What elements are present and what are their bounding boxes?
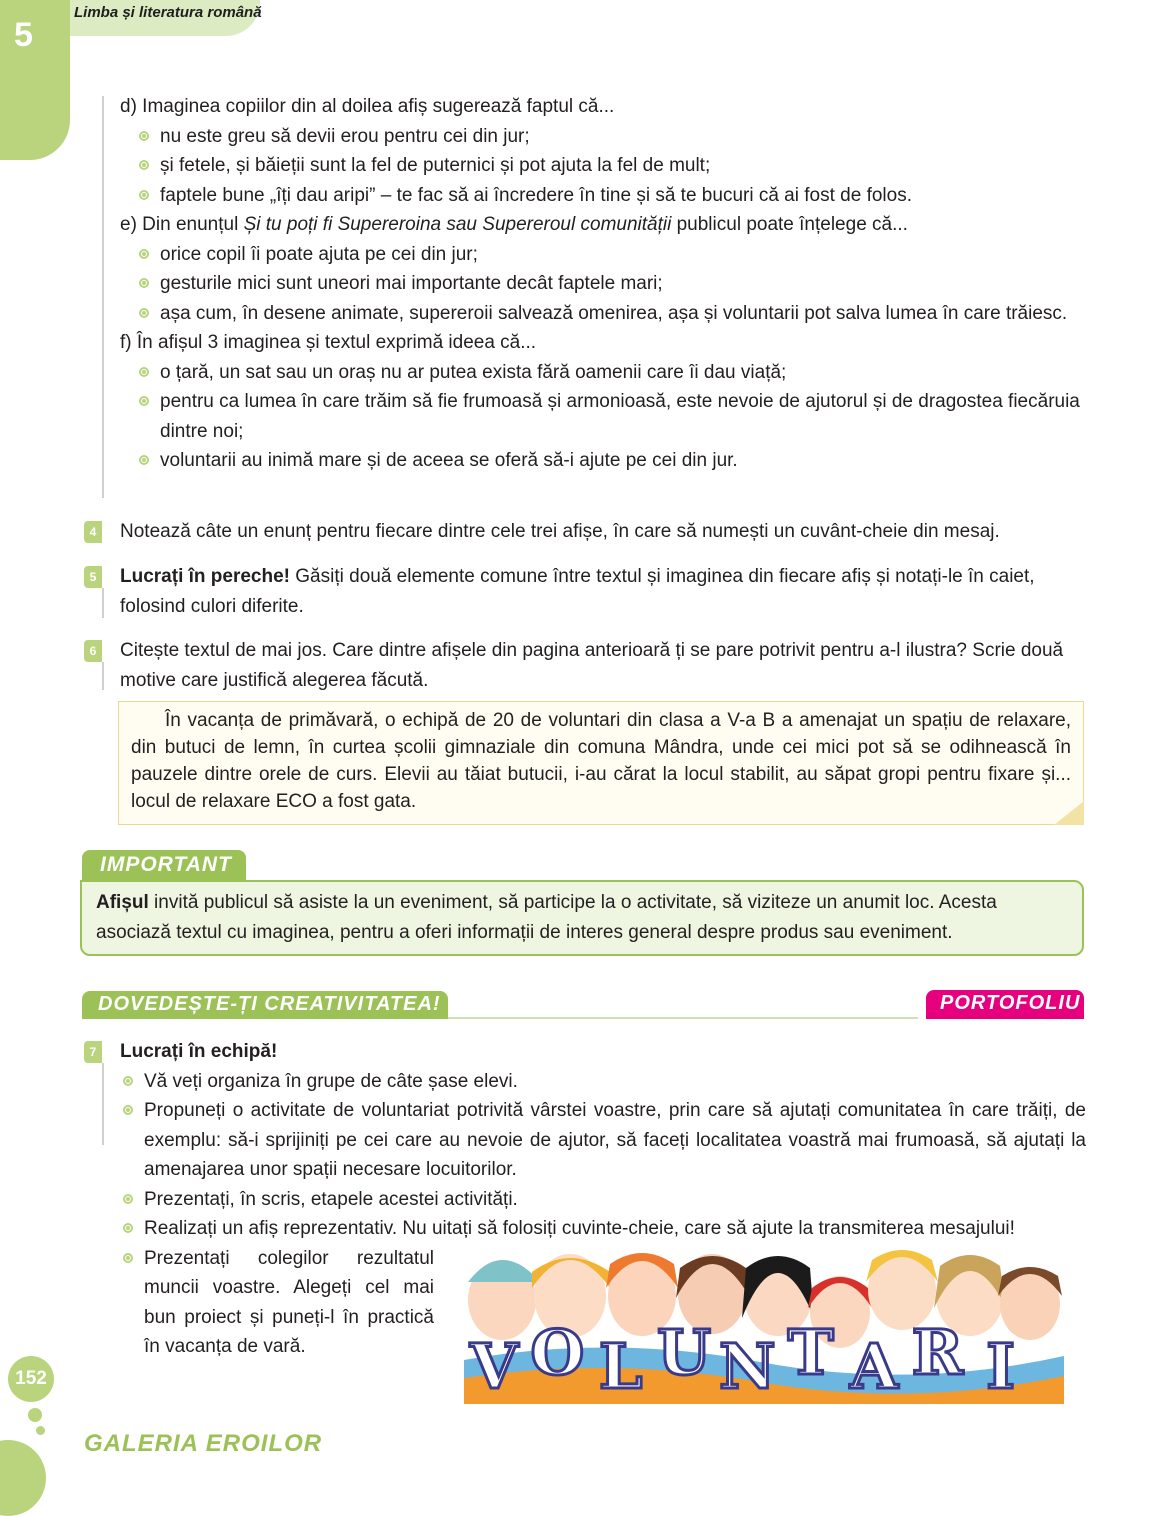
prompt-3e-start: e) Din enunțul <box>120 214 244 235</box>
reading-text: În vacanța de primăvară, o echipă de 20 de voluntari din clasa a V-a B a amenajat un spațiu de relaxare, din butuci de lemn, în curtea școlii gimnaziale din comuna Mândra, unde cei mici pot să se odihnească în pauzele dintre orele de curs. Elevii au tăiat butucii, i-au cărat la locul stabilit, au săpat gropi pentru fixare și... locul de relaxare ECO a fost gata. <box>131 710 1071 812</box>
portfolio-label: PORTOFOLIU <box>940 992 1081 1014</box>
option-3d-1: nu este greu să devii erou pentru cei din jur; <box>136 122 1086 152</box>
voluntari-letter: U <box>656 1316 712 1389</box>
voluntari-letter: O <box>530 1316 585 1389</box>
option-3f-1: o țară, un sat sau un oraș nu ar putea exista fără oamenii care îi dau viață; <box>136 358 1086 388</box>
question-6-rule <box>102 662 104 690</box>
task-7-3: Prezentați, în scris, etapele acestei activități. <box>120 1185 1086 1215</box>
question-3e-prompt <box>120 210 1086 240</box>
section-divider <box>448 1017 918 1019</box>
question-4-number: 4 <box>84 521 102 543</box>
section-title: GALERIA EROILOR <box>84 1430 323 1457</box>
voluntari-letter: N <box>718 1330 776 1403</box>
prompt-3e-quote: Și tu poți fi Supereroina sau Supereroul comunității <box>243 214 672 235</box>
volunteers-illustration <box>460 1238 1064 1404</box>
reading-text-box <box>118 701 1084 825</box>
question-6-text: Citește textul de mai jos. Care dintre afișele din pagina anterioară ți se pare potrivit pentru a-l ilustra? Scrie două motive care justifică alegerea făcută. <box>120 640 1064 691</box>
prompt-3e-end: publicul poate înțelege că... <box>671 214 908 235</box>
page-number: 152 <box>15 1368 47 1389</box>
question-5-bold: Lucrați în pereche! <box>120 566 290 587</box>
question-5-text <box>120 562 1090 621</box>
question-7-title: Lucrați în echipă! <box>120 1041 278 1062</box>
question-7-rule <box>102 1063 104 1145</box>
important-label: IMPORTANT <box>100 853 232 876</box>
task-7-2: Propuneți o activitate de voluntariat potrivită vârstei voastre, prin care să ajutați comunitatea în care trăiți, de exemplu: să-i sprijiniți pe cei care au nevoie de ajutor, să faceți localitatea voastră mai frumoasă, să ajutați la amenajarea unor spații necesare locuitorilor. <box>120 1096 1086 1185</box>
question-3d-prompt: d) Imaginea copiilor din al doilea afiș sugerează faptul că... <box>120 96 615 117</box>
important-text: invită publicul să asiste la un eveniment, să participe la o activitate, să viziteze un anumit loc. Acesta asociază textul cu imaginea, pentru a oferi informații de interes general despre produs sau eveniment. <box>96 892 997 943</box>
footer-corner <box>0 1440 46 1516</box>
voluntari-letter: L <box>598 1330 643 1403</box>
task-7-4: Realizați un afiș reprezentativ. Nu uitați să folosiți cuvinte-cheie, care să ajute la transmiterea mesajului! <box>120 1214 1086 1244</box>
chapter-tab <box>0 0 70 160</box>
voluntari-letter: A <box>849 1330 899 1403</box>
question-4-text: Notează câte un enunț pentru fiecare dintre cele trei afișe, în care să numești un cuvânt-cheie din mesaj. <box>120 521 1000 542</box>
question-6-number: 6 <box>84 640 102 662</box>
question-3f-prompt: f) În afișul 3 imaginea și textul exprimă ideea că... <box>120 332 537 353</box>
question-3-block <box>120 92 1086 476</box>
decor-dot <box>36 1426 45 1435</box>
option-3e-1: orice copil îi poate ajuta pe cei din jur; <box>136 240 1086 270</box>
decor-dot <box>28 1408 42 1422</box>
voluntari-letter: I <box>986 1330 1016 1403</box>
question-5-body: Găsiți două elemente comune între textul și imaginea din fiecare afiș și notați-le în caiet, folosind culori diferite. <box>120 566 1035 617</box>
question-7-number: 7 <box>84 1041 102 1063</box>
option-3e-3: așa cum, în desene animate, supereroii salvează omenirea, așa și voluntarii pot salva lumea în care trăiesc. <box>136 299 1086 329</box>
question-5-rule <box>102 588 104 618</box>
task-7-5: Prezentați colegilor rezultatul muncii voastre. Alegeți cel mai bun proiect și puneți-l în practică în vacanța de vară. <box>120 1244 434 1362</box>
chapter-number: 5 <box>14 16 33 54</box>
question-5-number: 5 <box>84 566 102 588</box>
voluntari-letter: T <box>787 1316 834 1389</box>
voluntari-letter: R <box>911 1316 964 1389</box>
creativity-label: DOVEDEȘTE-ȚI CREATIVITATEA! <box>98 993 441 1015</box>
option-3d-3: faptele bune „îți dau aripi” – te fac să ai încredere în tine și să te bucuri că ai fost de folos. <box>136 181 1086 211</box>
important-box <box>80 880 1084 956</box>
subject-title: Limba și literatura română <box>74 4 262 21</box>
important-bold: Afișul <box>96 892 149 913</box>
option-3f-2: pentru ca lumea în care trăim să fie frumoasă și armonioasă, este nevoie de ajutorul și de dragostea fiecăruia dintre noi; <box>136 387 1086 446</box>
option-3e-2: gesturile mici sunt uneori mai importante decât faptele mari; <box>136 269 1086 299</box>
voluntari-letter: V <box>469 1330 519 1403</box>
option-3f-3: voluntarii au inimă mare și de aceea se oferă să-i ajute pe cei din jur. <box>136 446 1086 476</box>
option-3d-2: și fetele, și băieții sunt la fel de puternici și pot ajuta la fel de mult; <box>136 151 1086 181</box>
task-7-1: Vă veți organiza în grupe de câte șase elevi. <box>120 1067 1086 1097</box>
question-3-rule <box>102 96 104 498</box>
